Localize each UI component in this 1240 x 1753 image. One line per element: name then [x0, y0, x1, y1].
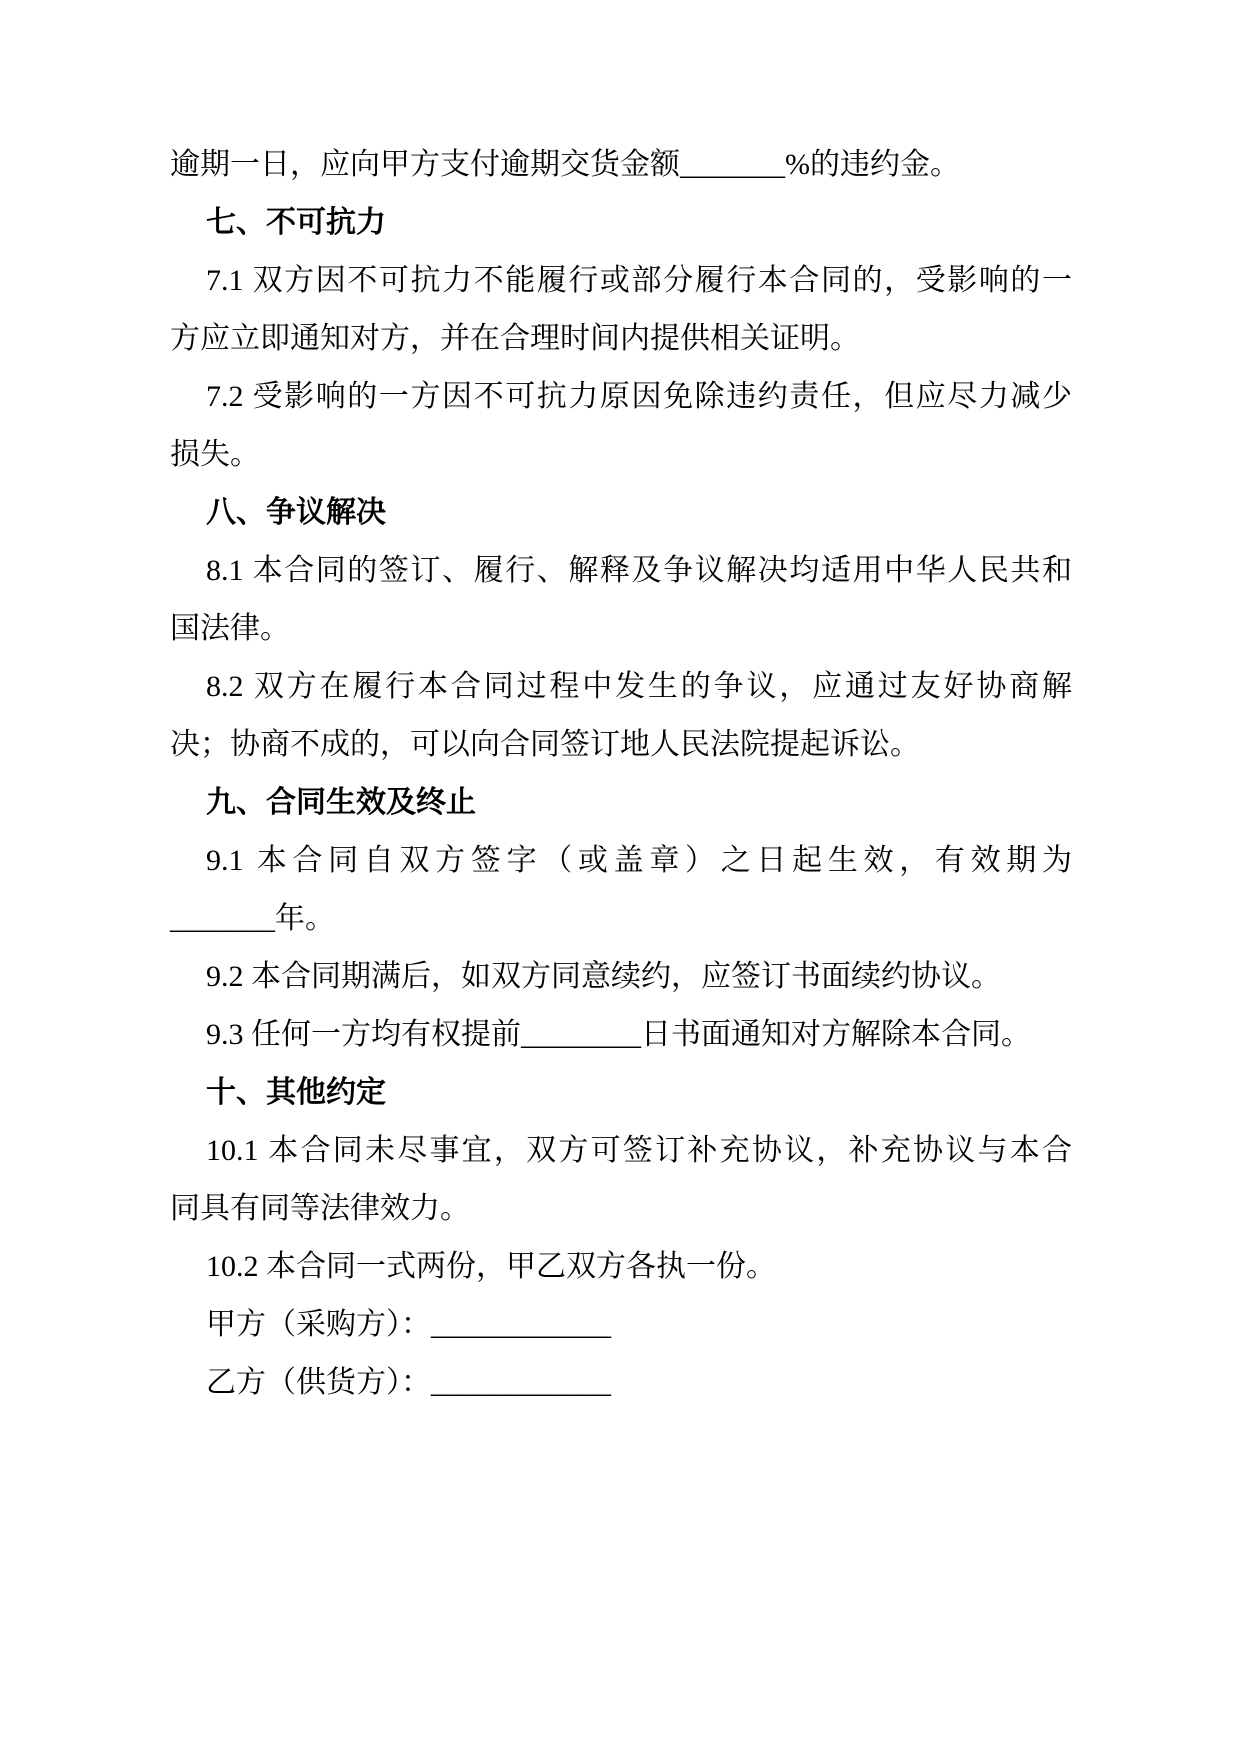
clause-9-1-line-2-blank-years: _______年。: [170, 902, 335, 935]
clause-7-2-line-2: 损失。: [170, 438, 260, 471]
clause-7-1-line-1: 7.1 双方因不可抗力不能履行或部分履行本合同的，受影响的一: [206, 264, 1072, 297]
section-heading-8-dispute-resolution: 八、争议解决: [206, 496, 386, 529]
signature-party-a-buyer: 甲方（采购方）：____________: [206, 1308, 611, 1341]
clause-10-1-line-2: 同具有同等法律效力。: [170, 1192, 470, 1225]
clause-10-1-line-1: 10.1 本合同未尽事宜，双方可签订补充协议，补充协议与本合: [206, 1134, 1072, 1167]
clause-8-1-line-2: 国法律。: [170, 612, 290, 645]
clause-7-2-line-1: 7.2 受影响的一方因不可抗力原因免除违约责任，但应尽力减少: [206, 380, 1072, 413]
section-heading-7-force-majeure: 七、不可抗力: [206, 206, 386, 239]
signature-party-b-supplier: 乙方（供货方）：____________: [206, 1366, 611, 1399]
clause-10-2: 10.2 本合同一式两份，甲乙双方各执一份。: [206, 1250, 776, 1283]
clause-9-2: 9.2 本合同期满后，如双方同意续约，应签订书面续约协议。: [206, 960, 1001, 993]
section-heading-9-effect-termination: 九、合同生效及终止: [206, 786, 476, 819]
clause-7-1-line-2: 方应立即通知对方，并在合理时间内提供相关证明。: [170, 322, 860, 355]
clause-8-2-line-1: 8.2 双方在履行本合同过程中发生的争议，应通过友好协商解: [206, 670, 1072, 703]
section-heading-10-other-provisions: 十、其他约定: [206, 1076, 386, 1109]
clause-6-overdue-penalty-continuation: 逾期一日，应向甲方支付逾期交货金额_______%的违约金。: [170, 148, 960, 181]
clause-9-3-blank-days: 9.3 任何一方均有权提前________日书面通知对方解除本合同。: [206, 1018, 1031, 1051]
clause-9-1-line-1: 9.1 本合同自双方签字（或盖章）之日起生效，有效期为: [206, 844, 1072, 877]
clause-8-1-line-1: 8.1 本合同的签订、履行、解释及争议解决均适用中华人民共和: [206, 554, 1072, 587]
clause-8-2-line-2: 决；协商不成的，可以向合同签订地人民法院提起诉讼。: [170, 728, 920, 761]
